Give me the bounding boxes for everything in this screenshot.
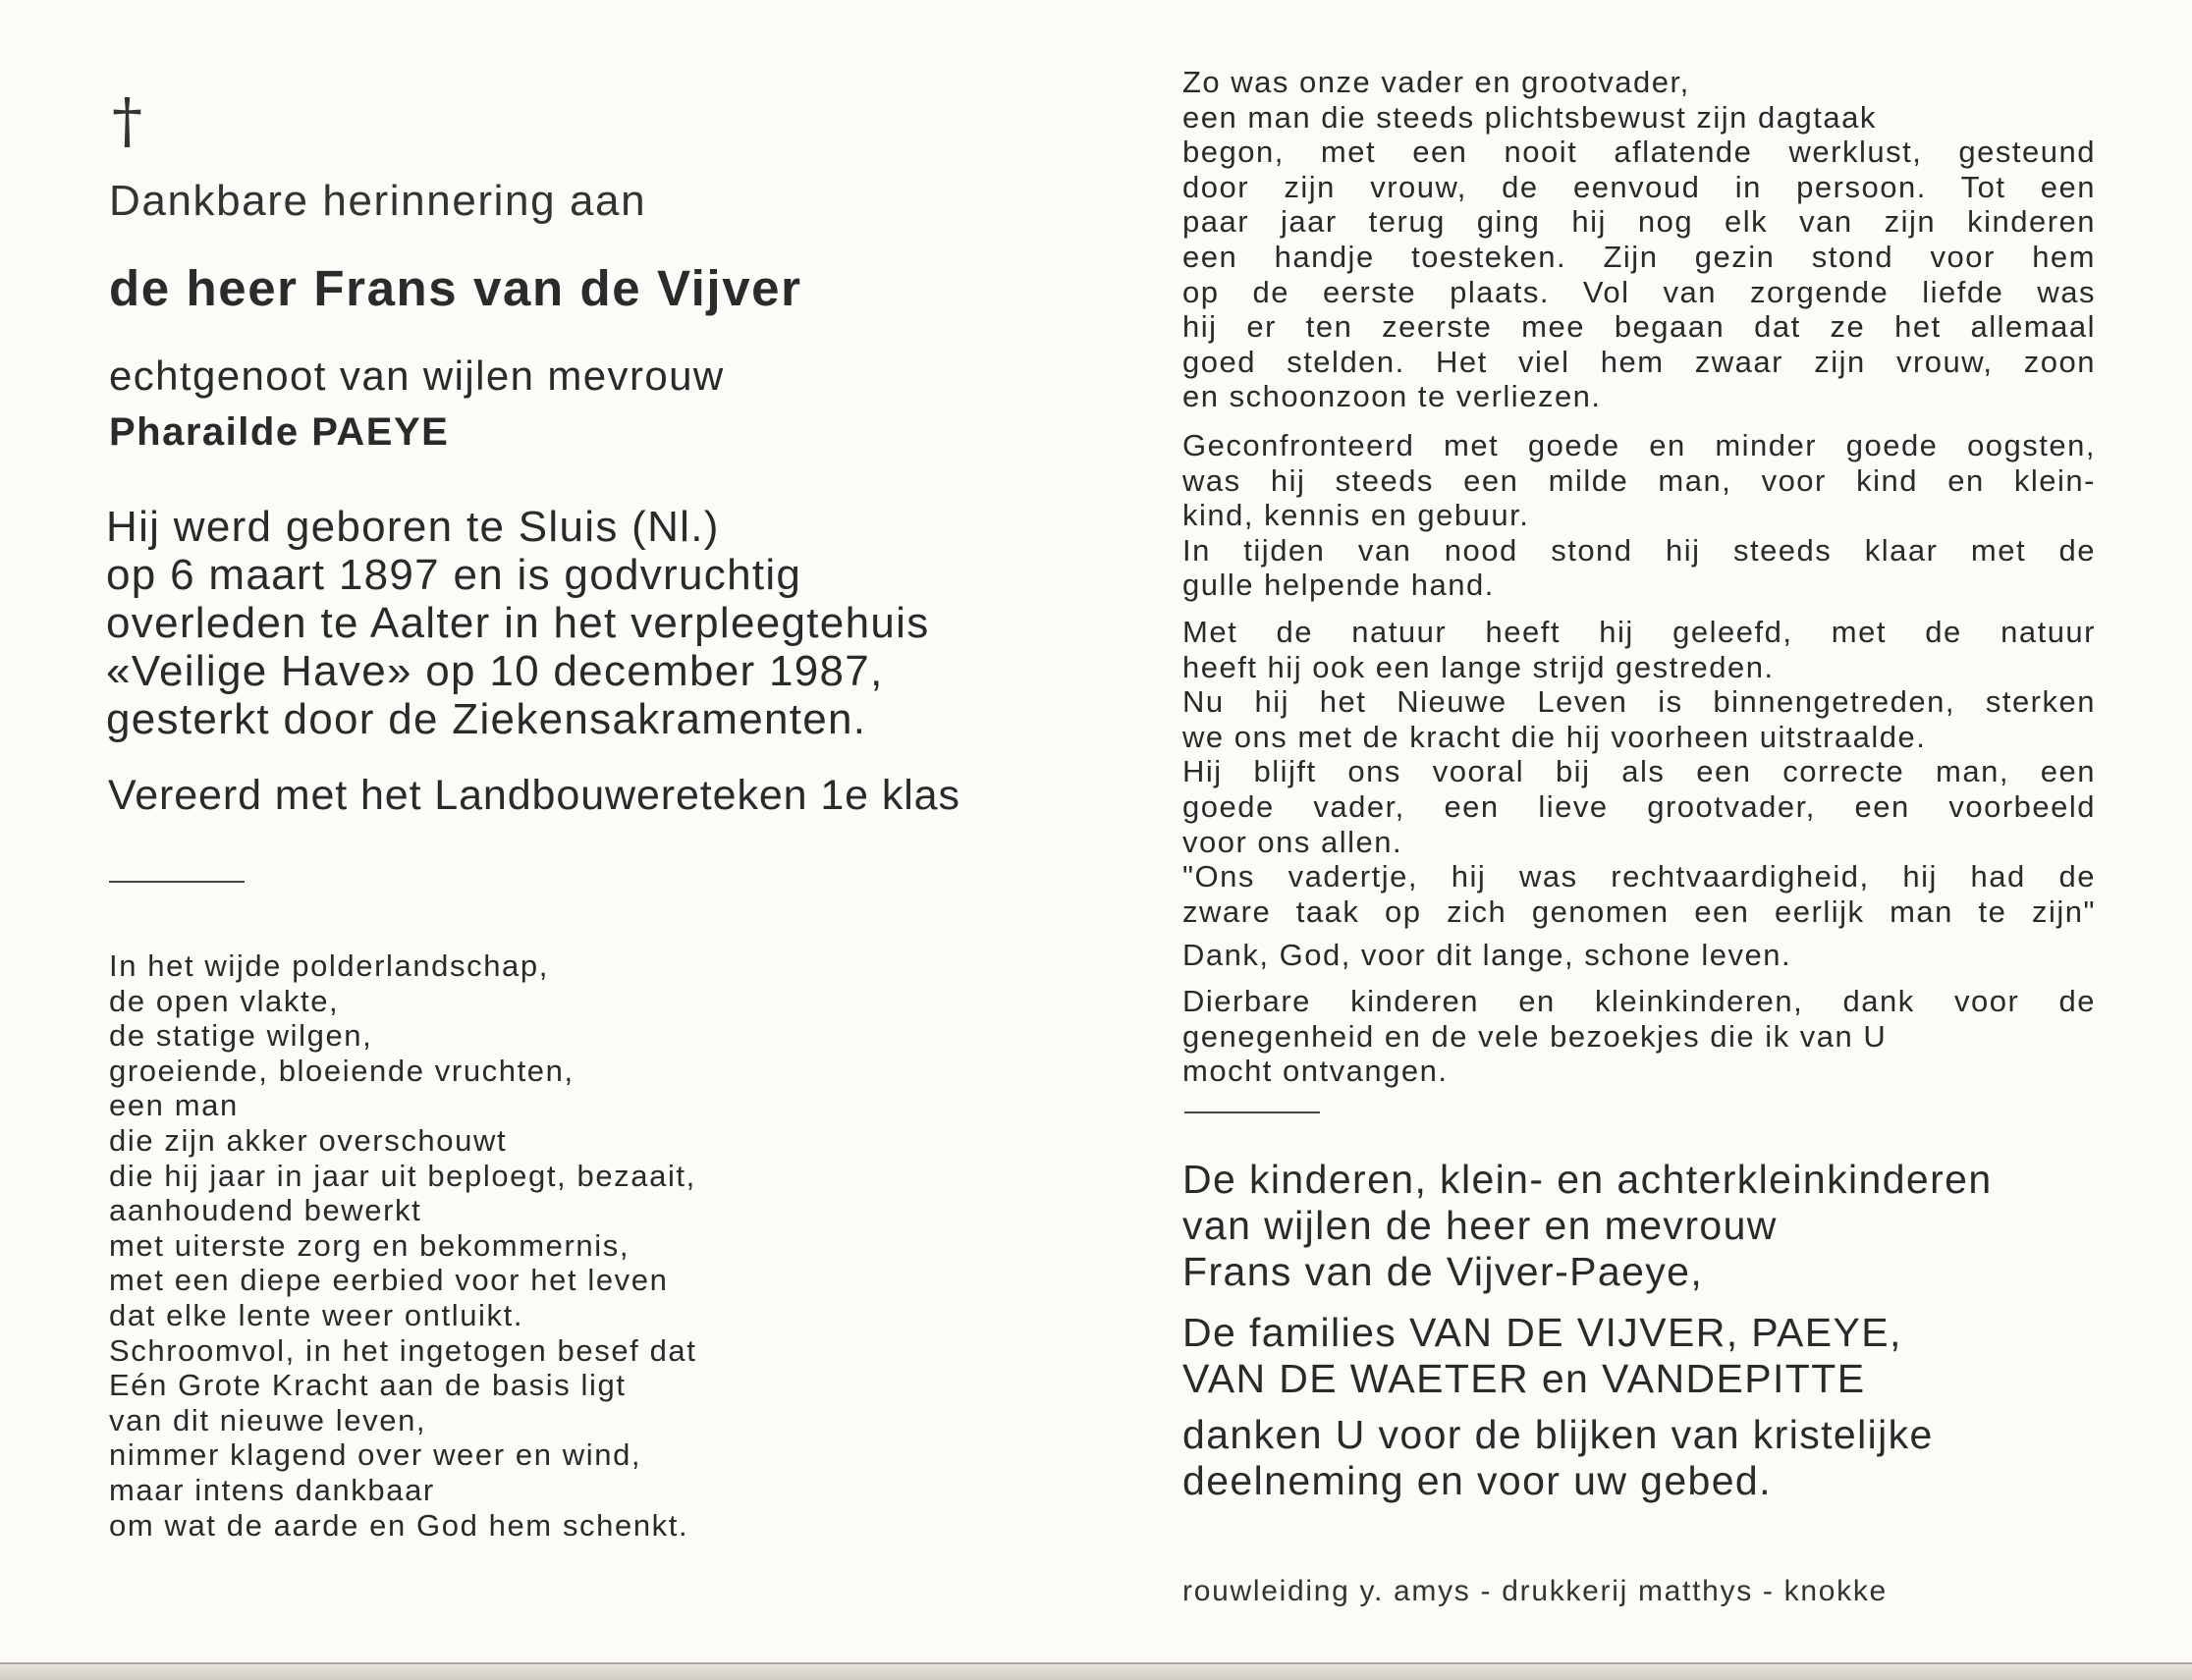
thanks-families	[1182, 1310, 1902, 1402]
honor-line: Vereerd met het Landbouwereteken 1e klas	[108, 772, 960, 819]
text-line: mocht ontvangen.	[1182, 1054, 1449, 1089]
tribute-paragraph-1	[1182, 65, 2096, 414]
text-line: gulle helpende hand.	[1182, 568, 1495, 603]
text-line: Dank, God, voor dit lange, schone leven.	[1182, 938, 1792, 972]
text-line: door zijn vrouw, de eenvoud in persoon. Tot een	[1182, 169, 2096, 204]
text-line: op de eerste plaats. Vol van zorgende liefde was	[1182, 274, 2096, 309]
poem-line: de open vlakte,	[109, 983, 340, 1018]
bio-line: «Veilige Have» op 10 december 1987,	[106, 647, 884, 695]
poem-line: maar intens dankbaar	[109, 1472, 435, 1507]
tribute-paragraph-3	[1182, 615, 2096, 929]
bio-line: gesterkt door de Ziekensakramenten.	[106, 695, 867, 743]
poem-line: aanhoudend bewerkt	[109, 1193, 422, 1228]
cross-icon: †	[112, 84, 142, 156]
text-line: een handje toesteken. Zijn gezin stond voor hem	[1182, 239, 2096, 274]
poem-line: dat elke lente weer ontluikt.	[109, 1297, 524, 1332]
spouse-name: Pharailde PAEYE	[109, 410, 450, 454]
text-line: en schoonzoon te verliezen.	[1182, 379, 1602, 414]
poem-line: groeiende, bloeiende vruchten,	[109, 1053, 575, 1088]
text-line: hij er ten zeerste mee begaan dat ze het allemaal	[1182, 309, 2096, 345]
text-line: voor ons allen.	[1182, 824, 1403, 859]
text-line: De families VAN DE VIJVER, PAEYE,	[1182, 1310, 1902, 1355]
poem-line: Eén Grote Kracht aan de basis ligt	[109, 1368, 627, 1403]
poem-line: In het wijde polderlandschap,	[109, 948, 549, 983]
text-line: kind, kennis en gebuur.	[1182, 498, 1530, 533]
text-line: goed stelden. Het viel hem zwaar zijn vrouw, zoon	[1182, 344, 2096, 379]
thanks-family	[1182, 1157, 1993, 1295]
tribute-paragraph-4	[1182, 938, 2096, 973]
printer-credit: rouwleiding y. amys - drukkerij matthys - knokke	[1182, 1575, 1888, 1607]
text-line: Hij blijft ons vooral bij als een correcte man, een	[1182, 754, 2096, 789]
text-line: was hij steeds een milde man, voor kind en klein-	[1182, 462, 2096, 498]
text-line: genegenheid en de vele bezoekjes die ik van U	[1182, 1018, 1888, 1054]
text-line: VAN DE WAETER en VANDEPITTE	[1182, 1356, 1866, 1401]
poem-line: die hij jaar in jaar uit beploegt, bezaait,	[109, 1158, 696, 1193]
tribute-paragraph-2	[1182, 428, 2096, 603]
text-line: De kinderen, klein- en achterkleinkinderen	[1182, 1157, 1993, 1202]
text-line: Frans van de Vijver-Paeye,	[1182, 1249, 1704, 1294]
text-line: Dierbare kinderen en kleinkinderen, dank voor de	[1182, 984, 2096, 1018]
text-line: In tijden van nood stond hij steeds klaar met de	[1182, 532, 2096, 568]
poem-line: van dit nieuwe leven,	[109, 1402, 427, 1437]
spouse-label: echtgenoot van wijlen mevrouw	[109, 352, 725, 399]
scan-edge	[0, 1662, 2192, 1680]
thanks-message	[1182, 1412, 1934, 1504]
text-line: danken U voor de blijken van kristelijke	[1182, 1412, 1934, 1457]
poem-line: met een diepe eerbied voor het leven	[109, 1263, 669, 1298]
poem-line: een man	[109, 1088, 239, 1123]
text-line: goede vader, een lieve grootvader, een voorbeeld	[1182, 788, 2096, 824]
poem	[109, 948, 934, 1543]
poem-line: Schroomvol, in het ingetogen besef dat	[109, 1332, 697, 1368]
text-line: we ons met de kracht die hij voorheen uitstraalde.	[1182, 719, 1927, 754]
divider	[1184, 1111, 1320, 1113]
poem-line: de statige wilgen,	[109, 1018, 373, 1054]
text-line: zware taak op zich genomen een eerlijk man te zijn"	[1182, 894, 2096, 929]
text-line: deelneming en voor uw gebed.	[1182, 1458, 1772, 1503]
card-heading: Dankbare herinnering aan	[109, 177, 647, 225]
text-line: van wijlen de heer en mevrouw	[1182, 1203, 1778, 1248]
poem-line: met uiterste zorg en bekommernis,	[109, 1227, 630, 1263]
poem-line: om wat de aarde en God hem schenkt.	[109, 1507, 689, 1543]
text-line: "Ons vadertje, hij was rechtvaardigheid, hij had de	[1182, 859, 2096, 894]
text-line: Nu hij het Nieuwe Leven is binnengetreden, sterken	[1182, 684, 2096, 720]
poem-line: nimmer klagend over weer en wind,	[109, 1437, 642, 1473]
text-line: paar jaar terug ging hij nog elk van zijn kinderen	[1182, 204, 2096, 240]
biography	[106, 503, 1049, 743]
text-line: heeft hij ook een lange strijd gestreden.	[1182, 649, 1775, 684]
tribute-paragraph-5	[1182, 984, 2096, 1089]
bio-line: Hij werd geboren te Sluis (Nl.)	[106, 503, 720, 551]
divider	[109, 881, 245, 883]
text-line: begon, met een nooit aflatende werklust, gesteund	[1182, 135, 2096, 170]
deceased-name: de heer Frans van de Vijver	[109, 260, 802, 316]
text-line: Met de natuur heeft hij geleefd, met de natuur	[1182, 615, 2096, 649]
bio-line: overleden te Aalter in het verpleegtehuis	[106, 599, 930, 647]
text-line: een man die steeds plichtsbewust zijn dagtaak	[1182, 99, 1877, 135]
text-line: Geconfronteerd met goede en minder goede oogsten,	[1182, 428, 2096, 462]
text-line: Zo was onze vader en grootvader,	[1182, 65, 1690, 99]
poem-line: die zijn akker overschouwt	[109, 1122, 508, 1158]
bio-line: op 6 maart 1897 en is godvruchtig	[106, 551, 802, 599]
